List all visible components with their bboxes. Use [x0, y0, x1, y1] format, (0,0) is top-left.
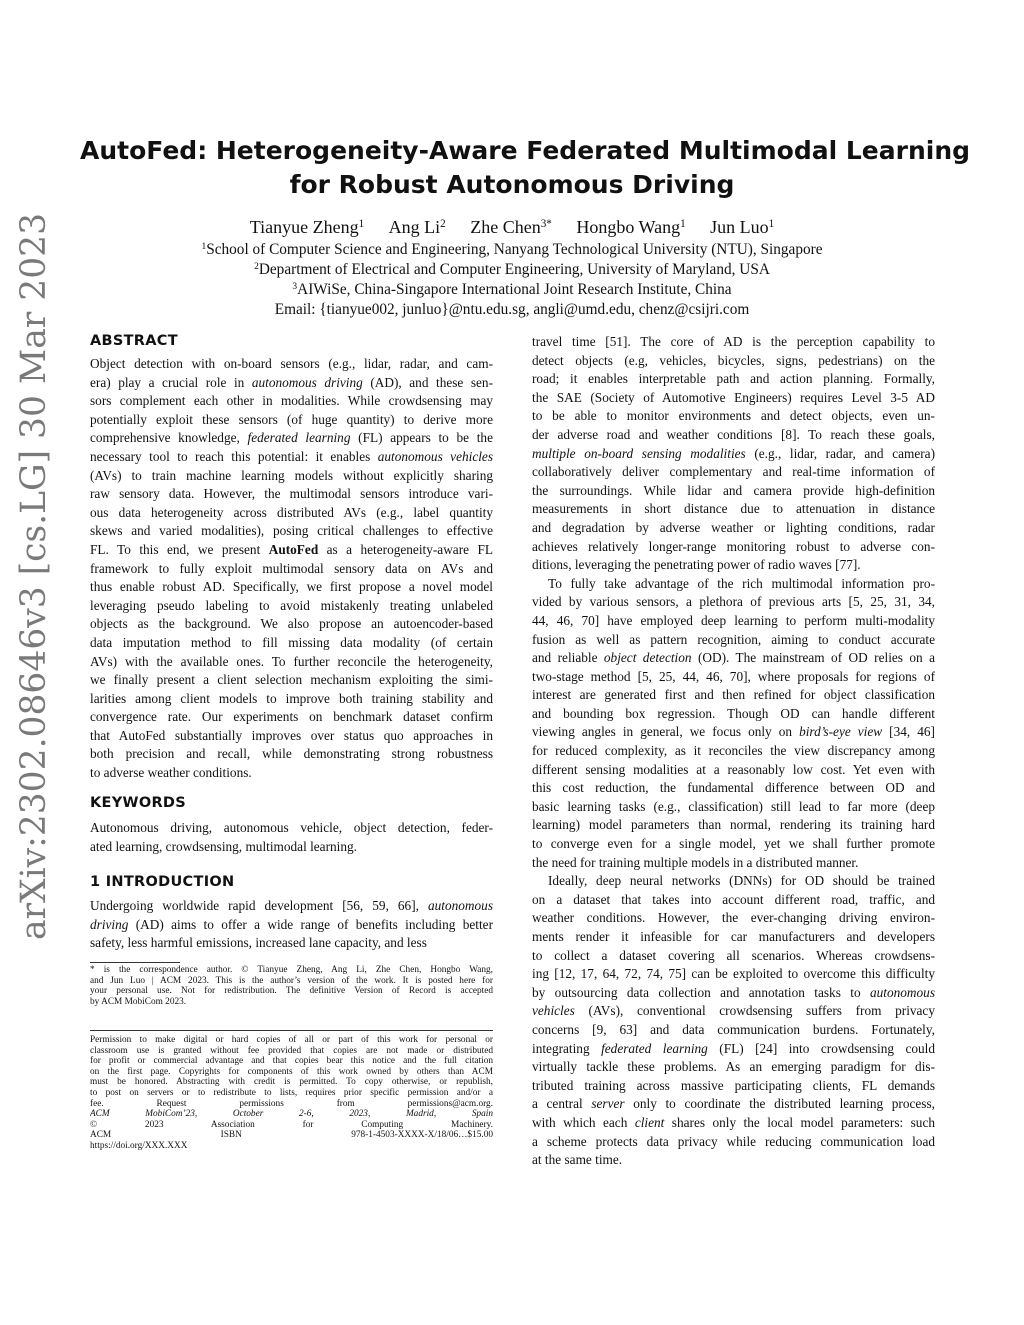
text-line: Object detection with on-board sensors (e.g., lidar, radar, and cam- — [90, 356, 493, 371]
text-line: ments render it infeasible for car manufacturers and developers — [532, 929, 935, 944]
text-line: to collect a dataset covering all scenarios. Whereas crowdsens- — [532, 947, 935, 963]
text-line: different sensing modalities at a reasonably low cost. Yet even with — [532, 761, 935, 777]
footnote-line: ACM MobiCom’23, October 2-6, 2023, Madrid, Spain — [90, 1109, 493, 1120]
introduction-heading: 1 INTRODUCTION — [90, 874, 235, 890]
author: Jun Luo$^1$ — [710, 217, 775, 237]
text-line: we finally present a client selection mechanism exploiting the simi- — [90, 672, 493, 688]
footnote-rule — [90, 962, 180, 963]
arxiv-identifier: arXiv:2302.08646v3 [cs.LG] 30 Mar 2023 — [14, 212, 54, 940]
text-line: the SAE (Society of Automotive Engineers) requires Level 3-5 AD — [532, 389, 935, 405]
text-line: ous data heterogeneity across distributed AVs (e.g., label quantity — [90, 504, 493, 520]
text-line: skews and varied modalities), posing critical challenges to effective — [90, 523, 493, 539]
text-line: framework to fully exploit multimodal sensory data on AVs and — [90, 560, 493, 576]
text-line: with which each client shares only the local model parameters: such — [532, 1114, 935, 1130]
text-line: comprehensive knowledge, federated learning (FL) appears to be the — [90, 430, 493, 446]
text-line: tributed training across massive participating clients, FL demands — [532, 1077, 935, 1093]
text-line: vided by various sensors, a plethora of previous arts [5, 25, 31, 34, — [532, 594, 935, 610]
text-line: and bounding box regression. Though OD can handle different — [532, 705, 935, 721]
author: Zhe Chen$^{3*}$ — [470, 217, 552, 237]
text-line: vehicles (AVs), conventional crowdsensing suffers from privacy — [532, 1003, 935, 1019]
title-line: AutoFed: Heterogeneity-Aware Federated Multimodal Learning — [80, 136, 971, 165]
text-line: leveraging pseudo labeling to avoid mistakenly treating unlabeled — [90, 597, 493, 613]
title-line: for Robust Autonomous Driving — [289, 170, 735, 199]
paper-title — [80, 134, 971, 202]
text-line: data imputation method to fill missing data modality (of certain — [90, 634, 493, 650]
text-line: by outsourcing data collection and annotation tasks to autonomous — [532, 984, 935, 1000]
text-line: this cost reduction, the fundamental difference between OD and — [532, 780, 935, 796]
text-line: that AutoFed substantially improves over status quo approaches in — [90, 727, 493, 743]
text-line: sors complement each other in modalities. While crowdsensing may — [90, 393, 493, 409]
affiliation: $^1$School of Computer Science and Engineering, Nanyang Technological University (NTU), Singapore — [201, 241, 823, 258]
affiliation: $^2$Department of Electrical and Computer Engineering, University of Maryland, USA — [254, 261, 770, 278]
text-line: era) play a crucial role in autonomous driving (AD), and these sen- — [90, 374, 493, 390]
footnote-line: to post on servers or to redistribute to lists, requires prior specific permission and/or a — [90, 1087, 493, 1098]
author: Ang Li$^2$ — [388, 217, 446, 237]
text-line: to adverse weather conditions. — [90, 765, 252, 781]
text-line: FL. To this end, we present AutoFed as a heterogeneity-aware FL — [90, 541, 493, 557]
text-line: potentially exploit these sensors (of huge quantity) to derive more — [90, 411, 493, 427]
text-line: necessary tool to reach this potential: it enables autonomous vehicles — [90, 448, 493, 464]
author-list — [80, 216, 944, 238]
text-line: To fully take advantage of the rich multimodal information pro- — [548, 575, 935, 591]
text-line: basic learning tasks (e.g., classification) still lead to far more (deep — [532, 798, 935, 814]
text-line: for reduced complexity, as it reconciles the view discrepancy among — [532, 743, 935, 759]
footnote-line: must be honored. Abstracting with credit is permitted. To copy otherwise, or republish, — [90, 1077, 493, 1088]
footnote-line: for profit or commercial advantage and that copies bear this notice and the full citation — [90, 1056, 493, 1067]
text-line: measurements in short distance due to attenuation in distance — [532, 501, 935, 517]
text-line: integrating federated learning (FL) [24] into crowdsensing could — [532, 1040, 935, 1056]
text-line: travel time [51]. The core of AD is the perception capability to — [532, 334, 935, 349]
permission-block — [90, 1035, 493, 1152]
abstract-body — [90, 355, 493, 783]
text-line: objects as the background. We also propose an autoencoder-based — [90, 616, 493, 632]
text-line: concerns [9, 63] and data communication burdens. Fortunately, — [532, 1021, 935, 1037]
text-line: the surroundings. While lidar and camera provide high-definition — [532, 482, 935, 498]
text-line: achieves relatively longer-range monitoring robust to adverse con- — [532, 538, 935, 554]
footnote-line: your personal use. Not for redistribution. The definitive Version of Record is accepted — [90, 986, 493, 997]
author: Tianyue Zheng$^1$ — [249, 217, 365, 237]
text-line: virtually tackle these problems. As an emerging paradigm for dis- — [532, 1059, 935, 1075]
text-line: collaboratively deliver complementary and real-time information of — [532, 464, 935, 480]
text-line: Ideally, deep neural networks (DNNs) for OD should be trained — [548, 873, 935, 889]
text-line: safety, less harmful emissions, increased lane capacity, and less — [90, 935, 427, 951]
text-line: driving (AD) aims to offer a wide range of benefits including better — [90, 916, 493, 932]
text-line: learning) model parameters than normal, rendering its training hard — [532, 817, 935, 833]
text-line: der adverse road and weather conditions [8]. To reach these goals, — [532, 426, 935, 442]
email-line: Email: {tianyue002, junluo}@ntu.edu.sg, angli@umd.edu, chenz@csijri.com — [274, 301, 750, 318]
text-line: Undergoing worldwide rapid development [56, 59, 66], autonomous — [90, 898, 493, 913]
text-line: fusion as well as pattern recognition, aiming to conduct accurate — [532, 631, 935, 647]
keywords-heading: KEYWORDS — [90, 795, 187, 811]
footnote-line: by ACM MobiCom 2023. — [90, 996, 187, 1007]
text-line: a scheme protects data privacy while reducing communication load — [532, 1133, 935, 1149]
text-line: viewing angles in general, we focus only on bird’s-eye view [34, 46] — [532, 724, 935, 740]
text-line: and degradation by adverse weather or lighting conditions, radar — [532, 519, 935, 535]
text-line: to be able to monitor environments and detect objects, even un- — [532, 408, 935, 424]
text-line: at the same time. — [532, 1152, 623, 1168]
footnote-line: © 2023 Association for Computing Machinery. — [90, 1119, 493, 1130]
text-line: ditions, leveraging the penetrating power of radio waves [77]. — [532, 557, 861, 573]
text-line: multiple on-board sensing modalities (e.g., lidar, radar, and camera) — [532, 445, 935, 461]
text-line: both precision and recall, while demonstrating strong robustness — [90, 746, 493, 762]
text-line: thus enable robust AD. Specifically, we first propose a novel model — [90, 579, 493, 595]
text-line: two-stage method [5, 25, 44, 46, 70], where proposals for regions of — [532, 668, 935, 684]
footnote-line: on the first page. Copyrights for components of this work owned by others than ACM — [90, 1066, 493, 1077]
footnote-line: classroom use is granted without fee provided that copies are not made or distributed — [90, 1045, 493, 1056]
permission-rule — [90, 1030, 493, 1031]
abstract-heading: ABSTRACT — [90, 333, 178, 349]
keywords-body — [90, 819, 493, 856]
text-line: and reliable object detection (OD). The mainstream of OD relies on a — [532, 650, 935, 666]
footnote-line: https://doi.org/XXX.XXX — [90, 1140, 188, 1151]
text-line: larities among client models to improve both training stability and — [90, 690, 493, 706]
text-line: road; it enables interpretable path and action planning. Formally, — [532, 371, 935, 387]
text-line: a central server only to coordinate the distributed learning process, — [532, 1096, 935, 1112]
right-column-body — [532, 333, 935, 1170]
text-line: 44, 46, 70] have employed deep learning to perform multi-modality — [532, 612, 935, 628]
text-line: Autonomous driving, autonomous vehicle, object detection, feder- — [90, 820, 493, 835]
text-line: interest are generated first and then refined for object classification — [532, 687, 935, 703]
text-line: (AVs) to train machine learning models without explicitly sharing — [90, 467, 493, 483]
author: Hongbo Wang$^1$ — [576, 217, 686, 237]
text-line: weather conditions. However, the ever-changing driving environ- — [532, 910, 935, 926]
text-line: detect objects (e.g, vehicles, bicycles, signs, pedestrians) on the — [532, 352, 935, 368]
text-line: to converge even for a single model, yet we shall further promote — [532, 836, 935, 852]
introduction-body — [90, 897, 493, 953]
text-line: convergence rate. Our experiments on benchmark dataset confirm — [90, 709, 493, 725]
text-line: AVs) with the available ones. To further reconcile the heterogeneity, — [90, 653, 493, 669]
correspondence-footnote — [90, 965, 493, 1007]
footnote-line: Permission to make digital or hard copies of all or part of this work for personal or — [90, 1035, 493, 1045]
text-line: the need for training multiple models in a distributed manner. — [532, 854, 859, 870]
footnote-line: ACM ISBN 978-1-4503-XXXX-X/18/06…$15.00 — [90, 1130, 493, 1141]
footnote-line: * is the correspondence author. © Tianyue Zheng, Ang Li, Zhe Chen, Hongbo Wang, — [90, 965, 493, 975]
text-line: raw sensory data. However, the multimodal sensors introduce vari- — [90, 486, 493, 502]
affiliation: $^3$AIWiSe, China-Singapore International Joint Research Institute, China — [292, 281, 732, 298]
text-line: ing [12, 17, 64, 72, 74, 75] can be exploited to overcome this difficulty — [532, 966, 935, 982]
text-line: ated learning, crowdsensing, multimodal learning. — [90, 838, 357, 854]
footnote-line: fee. Request permissions from permissions@acm.org. — [90, 1098, 493, 1109]
text-line: on a dataset that takes into account different road, traffic, and — [532, 891, 935, 907]
footnote-line: and Jun Luo | ACM 2023. This is the author’s version of the work. It is posted here for — [90, 975, 493, 986]
